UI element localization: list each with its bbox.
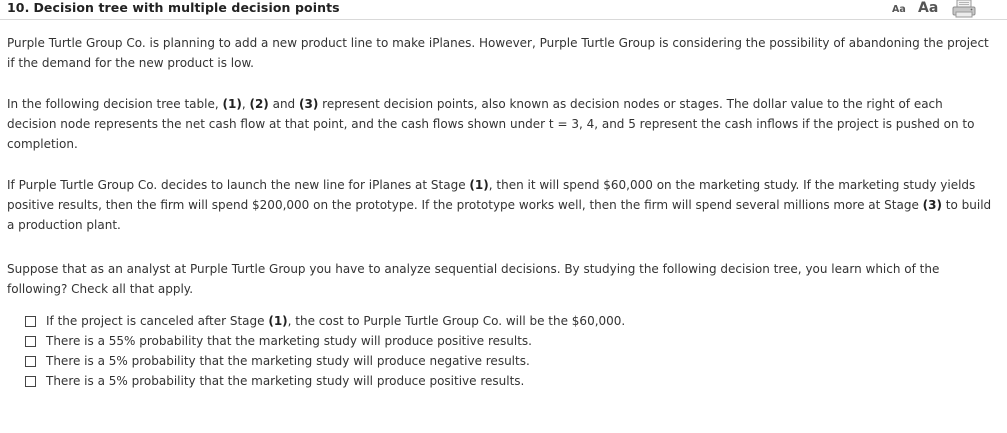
text-span: , the cost to Purple Turtle Group Co. will be the $60,000.: [287, 314, 626, 328]
question-number: 10.: [7, 0, 30, 15]
stage-2-label: (2): [249, 97, 269, 111]
question-header: [0, 0, 1007, 22]
stage-3-label: (3): [299, 97, 319, 111]
text-size-small-button[interactable]: Aa: [892, 4, 906, 15]
stage-1-label: (1): [222, 97, 242, 111]
decision-points-paragraph: [7, 94, 992, 154]
print-icon[interactable]: [952, 0, 976, 18]
option-label[interactable]: There is a 5% probability that the marketing study will produce positive results.: [46, 374, 525, 388]
answer-option-1[interactable]: [25, 311, 985, 331]
stage-3-label: (3): [922, 198, 942, 212]
text-span: If Purple Turtle Group Co. decides to launch the new line for iPlanes at Stage: [7, 178, 470, 192]
stage-1-label: (1): [469, 178, 489, 192]
question-prompt: Suppose that as an analyst at Purple Turtle Group you have to analyze sequential decisions. By studying the following decision tree, you learn which of the following? Check all that apply.: [7, 262, 940, 296]
text-span: If the project is canceled after Stage: [46, 314, 269, 328]
answer-option-2[interactable]: [25, 331, 985, 351]
answer-option-3[interactable]: [25, 351, 985, 371]
option-label[interactable]: [46, 314, 625, 328]
text-span: , then it will spend $60,000 on the marketing study. If the marketing study yields positive results, then the firm will spend $200,000 on the prototype. If the prototype works well, then the firm will spend several millions more at Stage: [7, 178, 976, 212]
answer-options: [25, 311, 985, 391]
checkbox[interactable]: [25, 376, 36, 387]
intro-paragraph: Purple Turtle Group Co. is planning to add a new product line to make iPlanes. However, Purple Turtle Group is considering the possibility of abandoning the project if the demand for the new product is low.: [7, 36, 989, 70]
option-label[interactable]: There is a 5% probability that the marketing study will produce negative results.: [46, 354, 530, 368]
text-span: In the following decision tree table,: [7, 97, 223, 111]
text-size-large-button[interactable]: Aa: [918, 0, 939, 16]
text-span: ,: [241, 97, 250, 111]
stage-1-label: (1): [268, 314, 288, 328]
text-span: to build a production plant.: [7, 198, 992, 232]
question-title: [7, 0, 340, 15]
checkbox[interactable]: [25, 336, 36, 347]
launch-paragraph: [7, 175, 992, 235]
header-divider: [0, 19, 1007, 20]
answer-option-4[interactable]: [25, 371, 985, 391]
checkbox[interactable]: [25, 356, 36, 367]
option-label[interactable]: There is a 55% probability that the marketing study will produce positive results.: [46, 334, 532, 348]
text-span: represent decision points, also known as decision nodes or stages. The dollar value to the right of each decision node represents the net cash flow at that point, and the cash flows shown under t = 3, 4, and 5 represent the cash inflows if the project is pushed on to completion.: [7, 97, 975, 151]
question-title-text: Decision tree with multiple decision points: [33, 0, 340, 15]
text-span: and: [268, 97, 299, 111]
checkbox[interactable]: [25, 316, 36, 327]
